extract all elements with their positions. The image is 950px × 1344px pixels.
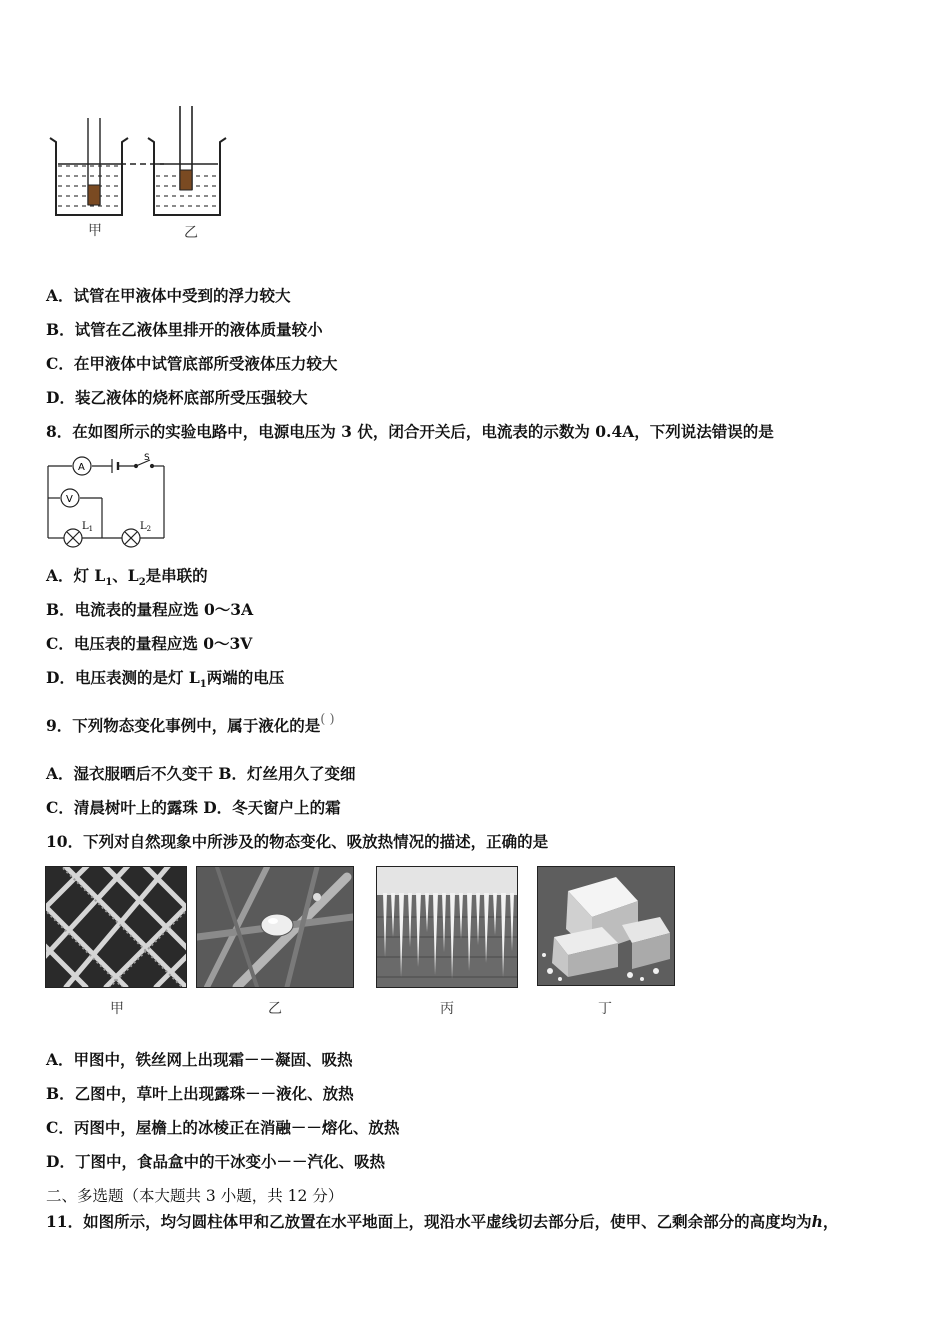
q8-option-a: A．灯 $L_1$、$L_2$是串联的 [46, 566, 208, 589]
q10-option-b: B．乙图中，草叶上出现露珠－－液化、放热 [46, 1084, 354, 1103]
q7-option-c: C．在甲液体中试管底部所受液体压力较大 [46, 354, 338, 373]
beaker-jia [50, 118, 128, 215]
q10-stem: 10．下列对自然现象中所涉及的物态变化、吸放热情况的描述，正确的是 [46, 832, 549, 851]
lamp1-label: $L_1$ [82, 521, 94, 533]
voltmeter-label: V [66, 494, 73, 505]
photo-caption-yi: 乙 [268, 1001, 282, 1017]
answer-paren: ( ) [320, 712, 335, 727]
q7-option-b: B．试管在乙液体里排开的液体质量较小 [46, 320, 323, 339]
switch-label: S [144, 453, 150, 463]
beaker-label-yi: 乙 [184, 225, 198, 241]
circuit-diagram [44, 452, 174, 548]
photo-caption-ding: 丁 [598, 1001, 612, 1017]
q8-stem: 8．在如图所示的实验电路中，电源电压为 3 伏，闭合开关后，电流表的示数为 0.4A，下列说法错误的是 [46, 422, 774, 441]
photo-jia-frost-mesh [45, 866, 187, 988]
q9-stem: 9．下列物态变化事例中，属于液化的是( ) [46, 712, 335, 735]
photo-ding-dry-ice [537, 866, 675, 986]
q11-stem: 11．如图所示，均匀圆柱体甲和乙放置在水平地面上，现沿水平虚线切去部分后，使甲、乙剩余部分的高度均为h， [46, 1212, 839, 1231]
photo-yi-dew-grass [196, 866, 354, 988]
q8-option-b: B．电流表的量程应选 0～3A [46, 600, 254, 619]
q10-option-c: C．丙图中，屋檐上的冰棱正在消融－－熔化、放热 [46, 1118, 400, 1137]
lamp2-label: $L_2$ [140, 521, 152, 533]
beaker-figure [44, 100, 234, 240]
q8-option-d: D．电压表测的是灯 $L_1$两端的电压 [46, 668, 285, 691]
photo-caption-bing: 丙 [440, 1001, 454, 1017]
section-heading-multiple-choice: 二、多选题（本大题共 3 小题，共 12 分） [46, 1187, 344, 1205]
beaker-yi [148, 106, 226, 215]
q10-option-a: A．甲图中，铁丝网上出现霜－－凝固、吸热 [46, 1050, 353, 1069]
beaker-label-jia: 甲 [88, 223, 102, 239]
variable-h: h [811, 1212, 823, 1231]
q7-option-d: D．装乙液体的烧杯底部所受压强较大 [46, 388, 308, 407]
q10-option-d: D．丁图中，食品盒中的干冰变小－－汽化、吸热 [46, 1152, 385, 1171]
q8-option-c: C．电压表的量程应选 0～3V [46, 634, 253, 653]
q9-options-row2: C．清晨树叶上的露珠 D．冬天窗户上的霜 [46, 798, 341, 817]
photo-caption-jia: 甲 [110, 1001, 124, 1017]
q9-options-row1: A．湿衣服晒后不久变干 B．灯丝用久了变细 [46, 764, 356, 783]
q7-option-a: A．试管在甲液体中受到的浮力较大 [46, 286, 291, 305]
ammeter-label: A [78, 462, 85, 473]
photo-bing-icicles [376, 866, 518, 988]
